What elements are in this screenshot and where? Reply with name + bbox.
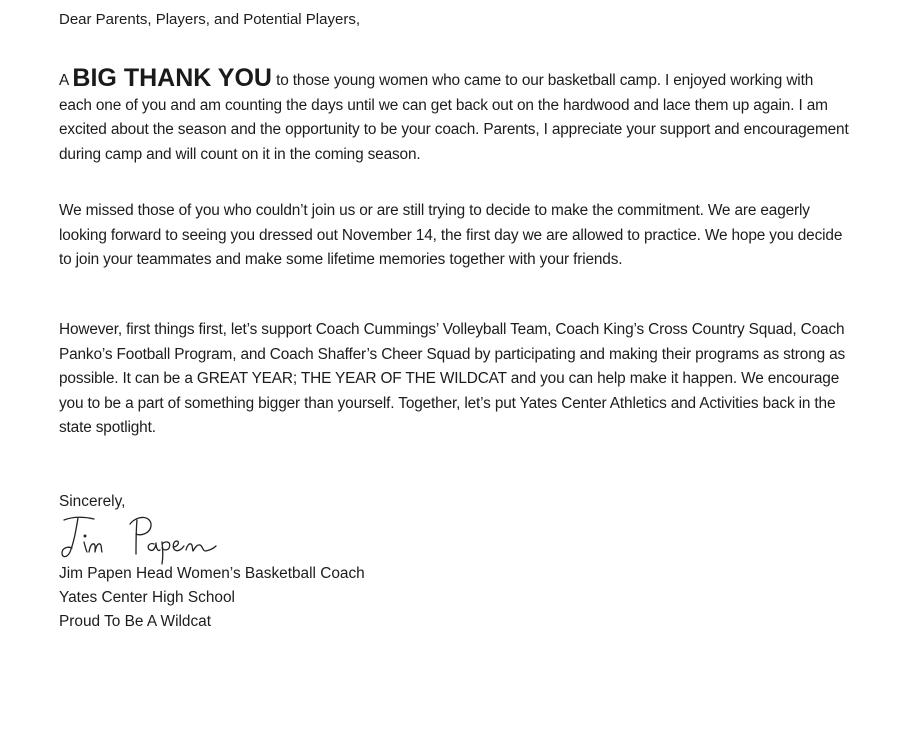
paragraph-support-teams: However, first things first, let’s support Coach Cummings’ Volleyball Team, Coach King’s Cross Country Squad, Coach Panko’s Football Program, and Coach Shaffer’s Cheer Squad by participating and making their programs as strong as possible. It can be a GREAT YEAR; THE YEAR OF THE WILDCAT and you can help make it happen. We encourage you to be a part of something bigger than yourself. Together, let’s put Yates Center Athletics and Activities back in the state spotlight. xyxy=(59,321,846,436)
paragraph-thank-you xyxy=(59,66,849,167)
closing: Sincerely, xyxy=(59,493,126,510)
signature-block xyxy=(59,562,365,634)
salutation: Dear Parents, Players, and Potential Players, xyxy=(59,11,360,28)
paragraph-thank-you-body: to those young women who came to our basketball camp. I enjoyed working with each one of you and am counting the days until we can get back out on the hardwood and lace them up again. I am excited about the season and the opportunity to be your coach. Parents, I appreciate your support and encouragement during camp and will count on it in the coming season. xyxy=(59,72,849,163)
paragraph-missed-you: We missed those of you who couldn’t join us or are still trying to decide to make the commitment. We are eagerly looking forward to seeing you dressed out November 14, the first day we are allowed to practice. We hope you decide to join your teammates and make some lifetime memories together with your friends. xyxy=(59,202,843,268)
signer-name-title: Jim Papen Head Women’s Basketball Coach xyxy=(59,565,365,582)
paragraph-lead-word: A xyxy=(59,72,69,89)
signer-motto: Proud To Be A Wildcat xyxy=(59,613,211,630)
big-thank-you-heading: BIG THANK YOU xyxy=(72,64,272,92)
signer-school: Yates Center High School xyxy=(59,589,235,606)
handwritten-signature xyxy=(56,508,226,566)
